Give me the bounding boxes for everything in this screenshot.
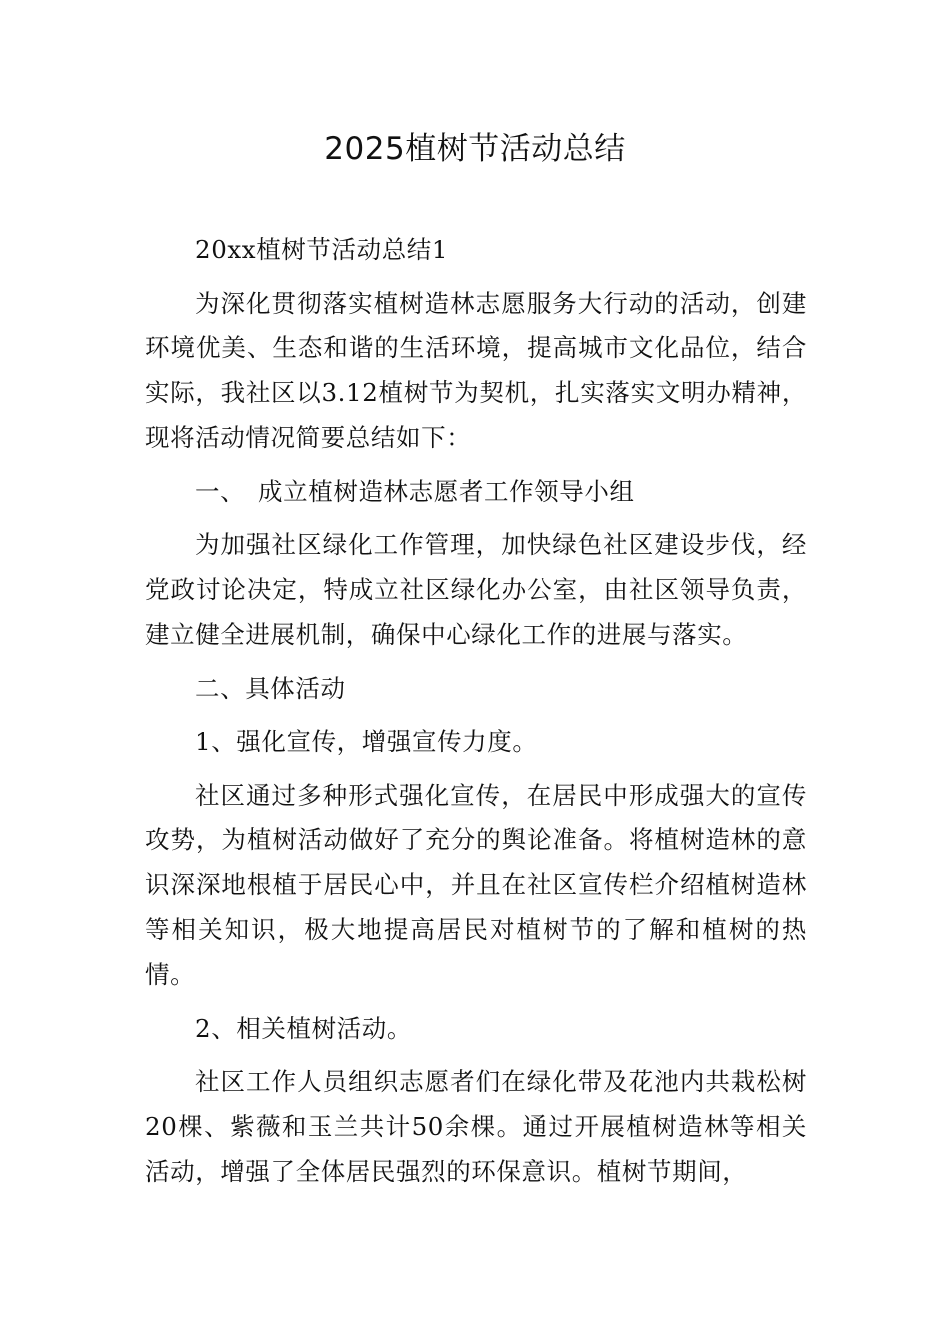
subsection-heading: 2、相关植树活动。 xyxy=(195,1013,412,1043)
paragraph: 为深化贯彻落实植树造林志愿服务大行动的活动，创建环境优美、生态和谐的生活环境，提高城市文化品位，结合实际，我社区以3.12植树节为契机，扎实落实文明办精神，现将活动情况简要总结如下： xyxy=(145,288,807,453)
document-title: 2025植树节活动总结 xyxy=(324,131,626,167)
section-heading: 20xx植树节活动总结1 xyxy=(195,235,449,264)
subsection-heading: 1、强化宣传，增强宣传力度。 xyxy=(195,727,538,757)
section-heading: 一、 成立植树造林志愿者工作领导小组 xyxy=(195,476,635,506)
document-body xyxy=(145,228,807,1203)
paragraph: 社区通过多种形式强化宣传，在居民中形成强大的宣传攻势，为植树活动做好了充分的舆论准备。将植树造林的意识深深地根植于居民心中，并且在社区宣传栏介绍植树造林等相关知识，极大地提高居民对植树节的了解和植树的热情。 xyxy=(145,780,807,990)
section-heading: 二、具体活动 xyxy=(195,673,346,703)
paragraph: 为加强社区绿化工作管理，加快绿色社区建设步伐，经党政讨论决定，特成立社区绿化办公室，由社区领导负责，建立健全进展机制，确保中心绿化工作的进展与落实。 xyxy=(145,530,807,650)
paragraph: 社区工作人员组织志愿者们在绿化带及花池内共栽松树20棵、紫薇和玉兰共计50余棵。通过开展植树造林等相关活动，增强了全体居民强烈的环保意识。植树节期间， xyxy=(145,1067,807,1186)
